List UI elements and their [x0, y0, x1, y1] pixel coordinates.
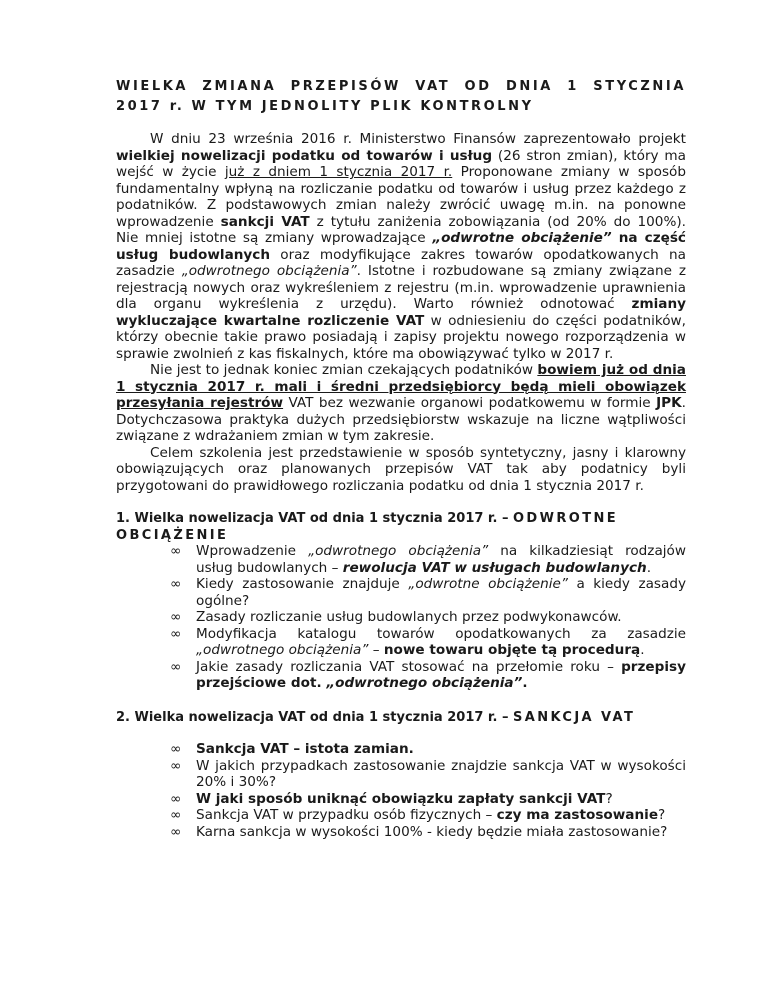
list-item: ∞ Sankcja VAT – istota zamian.	[170, 741, 414, 757]
heading-text: 2. Wielka nowelizacja VAT od dnia 1 stycznia 2017 r. –	[116, 710, 513, 725]
infinity-bullet-icon: ∞	[170, 757, 182, 774]
infinity-bullet-icon: ∞	[170, 741, 182, 757]
infinity-bullet-icon: ∞	[170, 543, 182, 559]
bold-underlined-run: bowiem już od dnia 1 stycznia 2017 r. mali i średni przedsiębiorcy będą mieli obowiązek przesyłania rejestrów	[116, 362, 686, 411]
heading-spaced-text: ODWROTNE OBCIĄŻENIE	[116, 511, 619, 543]
text-run: z tytułu zaniżenia zobowiązania (od 20% do 100%). Nie mniej istotne są zmiany wprowadzające	[116, 213, 686, 246]
text-run: Nie jest to jednak koniec zmian czekających podatników	[150, 362, 538, 378]
text-run: w odniesieniu do części podatników, którzy obecnie takie prawo posiadają i zapisy projektu nowego rozporządzenia w sprawie zwolnień z kas fiskalnych, które ma obowiązywać tylko w 2017 r.	[116, 312, 686, 362]
bold-run: JPK	[656, 395, 682, 411]
text-run: oraz modyfikujące zakres towarów opodatkowanych na zasadzie	[116, 246, 686, 279]
section-1-heading	[116, 511, 686, 544]
bold-run: sankcji VAT	[220, 213, 310, 230]
text-run: . Dotychczasowa praktyka dużych przedsiębiorstw wskazuje na liczne wątpliwości związane z wdrażaniem zmian w tym zakresie.	[116, 395, 686, 444]
infinity-bullet-icon: ∞	[170, 576, 182, 592]
intro-paragraph-3: Celem szkolenia jest przedstawienie w sposób syntetyczny, jasny i klarowny obowiązujących oraz planowanych przepisów VAT tak aby podatnicy byli przygotowani do prawidłowego rozliczania podatku od dnia 1 stycznia 2017 r.	[116, 444, 686, 494]
text-run: Proponowane zmiany w sposób fundamentalny wpłyną na rozliczanie podatku od towarów i usług przez każdego z podatników. Z podstawowych zmian należy zwrócić uwagę m.in. na ponowne wprowadzenie	[116, 164, 686, 230]
infinity-bullet-icon: ∞	[170, 609, 182, 625]
bold-italic-run: „odwrotne obciążenie”	[432, 230, 612, 246]
list-item: ∞ Jakie zasady rozliczania VAT stosować na przełomie roku – przepisy przejściowe dot. „odwrotnego obciążenia”.	[170, 658, 686, 691]
list-item: ∞ Modyfikacja katalogu towarów opodatkowanych za zasadzie „odwrotnego obciążenia” – nowe towaru objęte tą procedurą.	[170, 625, 686, 658]
infinity-bullet-icon: ∞	[170, 625, 182, 642]
text-run: VAT bez wezwanie organowi podatkowemu w formie	[283, 395, 657, 411]
intro-paragraph-1	[116, 131, 686, 362]
document-title: WIELKA ZMIANA PRZEPISÓW VAT OD DNIA 1 STYCZNIA 2017 r. W TYM JEDNOLITY PLIK KONTROLNY	[116, 79, 686, 114]
text-run: W dniu 23 września 2016 r. Ministerstwo Finansów zaprezentowało projekt	[150, 131, 686, 147]
infinity-bullet-icon: ∞	[170, 658, 182, 675]
italic-run: „odwrotnego obciążenia”	[181, 263, 357, 279]
bold-run: zmiany wykluczające kwartalne rozliczenie VAT	[116, 296, 686, 329]
section-2-heading	[116, 710, 686, 727]
section-2-list	[170, 741, 686, 840]
intro-body	[116, 131, 686, 494]
infinity-bullet-icon: ∞	[170, 790, 182, 807]
heading-text: 1. Wielka nowelizacja VAT od dnia 1 stycznia 2017 r. –	[116, 511, 513, 526]
heading-spaced-text: SANKCJA VAT	[512, 710, 636, 725]
list-item: ∞ Kiedy zastosowanie znajduje „odwrotne obciążenie” a kiedy zasady ogólne?	[170, 576, 687, 609]
list-item: ∞ W jakich przypadkach zastosowanie znajdzie sankcja VAT w wysokości 20% i 30%?	[170, 757, 686, 790]
list-item: ∞ Sankcja VAT w przypadku osób fizycznych – czy ma zastosowanie?	[170, 807, 666, 823]
text-run: . Istotne i rozbudowane są zmiany związane z rejestracją nowych oraz wykreśleniem z rejestru (m.in. wprowadzenie uprawnienia dla organu wykreślenia z urzędu). Warto również odnotować	[116, 263, 686, 312]
list-item: ∞ Wprowadzenie „odwrotnego obciążenia” na kilkadziesiąt rodzajów usług budowlanych – rewolucja VAT w usługach budowlanych.	[170, 543, 686, 576]
infinity-bullet-icon: ∞	[170, 807, 182, 823]
text-run: (26 stron zmian), który ma wejść w życie	[116, 147, 686, 180]
intro-paragraph-2	[116, 362, 686, 445]
list-item: ∞ W jaki sposób uniknąć obowiązku zapłaty sankcji VAT?	[170, 790, 613, 807]
list-item: ∞ Karna sankcja w wysokości 100% - kiedy będzie miała zastosowanie?	[170, 823, 668, 840]
section-1-list	[170, 543, 686, 692]
underlined-run: już z dniem 1 stycznia 2017 r.	[224, 164, 453, 180]
list-item: ∞ Zasady rozliczanie usług budowlanych przez podwykonawców.	[170, 609, 622, 625]
bold-run: na część usług budowlanych	[116, 230, 686, 263]
bold-run: wielkiej nowelizacji podatku od towarów i usług	[116, 147, 493, 164]
infinity-bullet-icon: ∞	[170, 823, 182, 840]
